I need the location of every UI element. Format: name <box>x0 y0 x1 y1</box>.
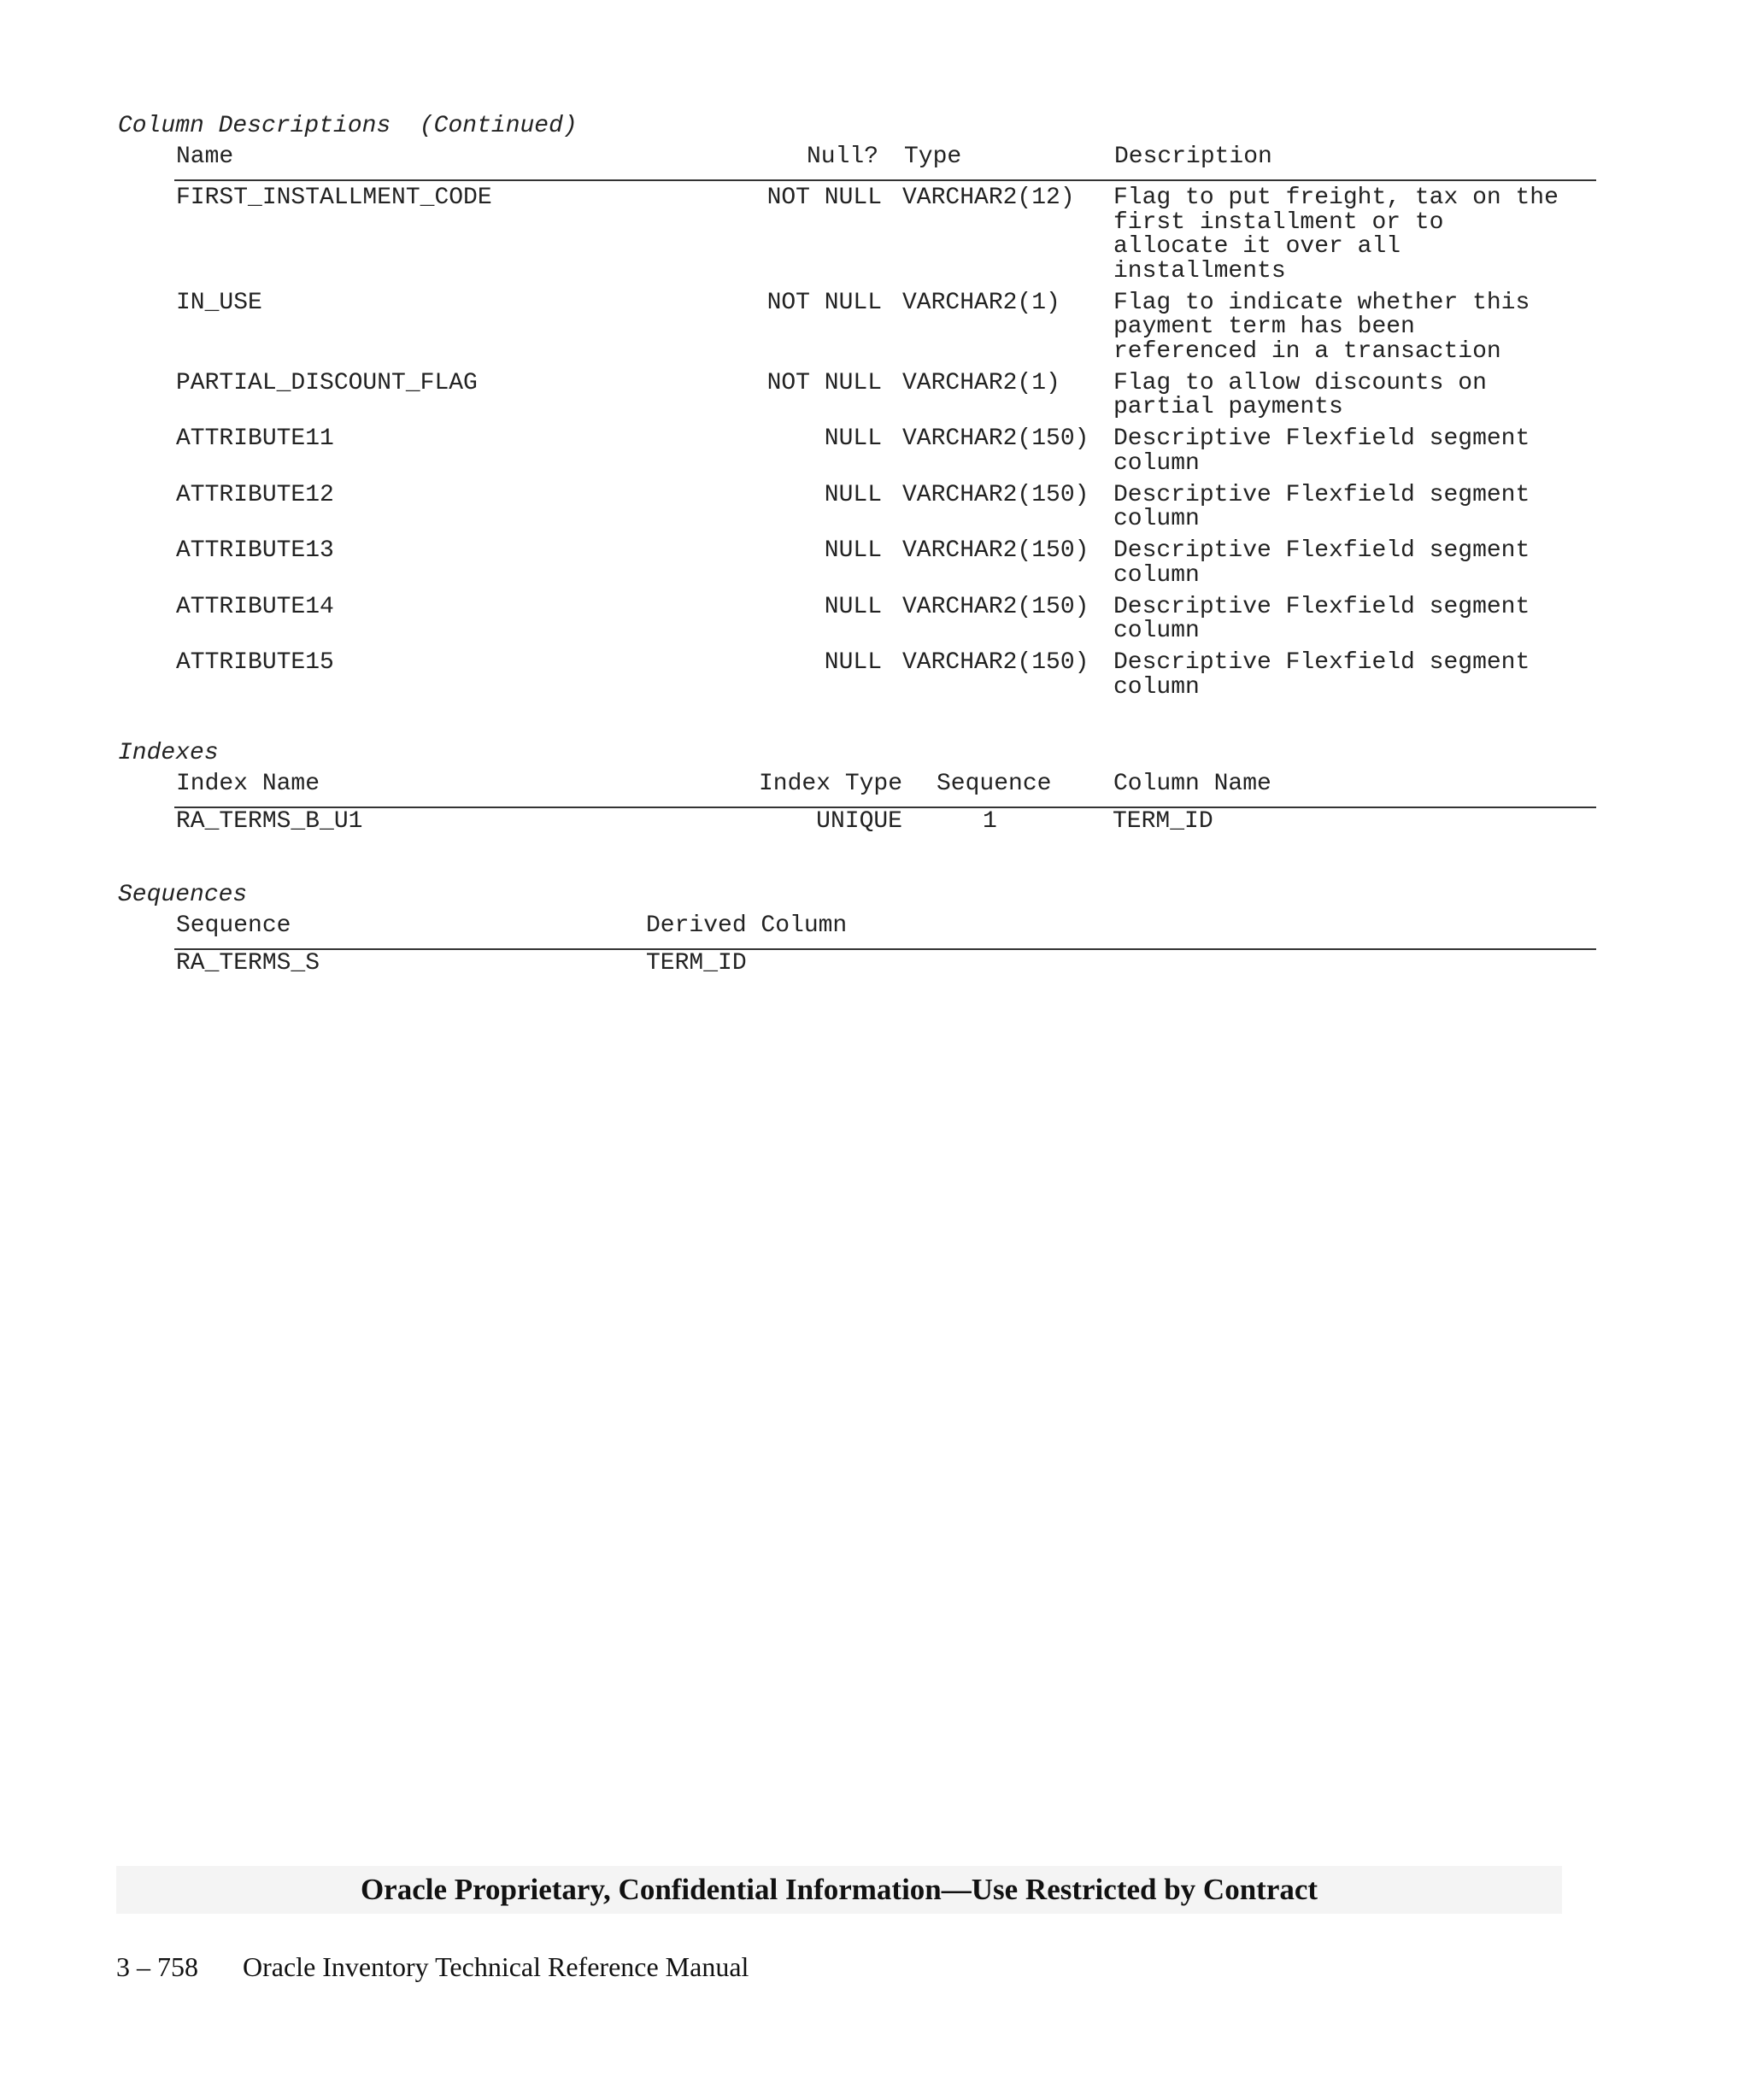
column-description <box>1113 651 1530 700</box>
description-line: column <box>1113 561 1200 589</box>
column-type: VARCHAR2(150) <box>902 649 1089 676</box>
header-name: Name <box>176 144 234 170</box>
column-null: NOT NULL <box>766 185 882 211</box>
description-line: Flag to allow discounts on <box>1113 369 1487 396</box>
description-line: referenced in a transaction <box>1113 337 1501 365</box>
column-null: NOT NULL <box>766 369 882 396</box>
description-line: payment term has been <box>1113 314 1415 340</box>
column-descriptions-title <box>118 114 578 138</box>
header-derived-column: Derived Column <box>646 912 848 939</box>
column-type: VARCHAR2(150) <box>902 481 1089 508</box>
index-sequence: 1 <box>983 808 997 835</box>
description-line: Descriptive Flexfield segment <box>1113 649 1530 676</box>
page-number: 3 – 758 <box>116 1951 198 1982</box>
column-description <box>1113 291 1530 365</box>
description-line: column <box>1113 506 1200 532</box>
table-row <box>0 952 1750 977</box>
description-line: Flag to indicate whether this <box>1113 289 1530 316</box>
sequences-header-row <box>174 914 1596 950</box>
indexes-title: Indexes <box>118 740 219 766</box>
indexes-header-row <box>174 772 1596 808</box>
column-name: IN_USE <box>176 289 262 316</box>
header-type: Type <box>904 144 962 170</box>
column-type: VARCHAR2(1) <box>902 289 1060 316</box>
column-type: VARCHAR2(150) <box>902 593 1089 620</box>
index-column-name: TERM_ID <box>1113 808 1213 835</box>
column-name: ATTRIBUTE13 <box>176 537 334 564</box>
header-sequence: Sequence <box>937 771 1052 797</box>
description-line: Descriptive Flexfield segment <box>1113 537 1530 564</box>
column-type: VARCHAR2(1) <box>902 369 1060 396</box>
description-line: column <box>1113 449 1200 477</box>
description-line: column <box>1113 673 1200 701</box>
header-column-name: Column Name <box>1113 771 1271 797</box>
column-type: VARCHAR2(150) <box>902 425 1089 452</box>
column-name: ATTRIBUTE15 <box>176 649 334 676</box>
column-null: NOT NULL <box>766 289 882 316</box>
column-null: NULL <box>824 425 882 452</box>
confidential-notice: Oracle Proprietary, Confidential Information––Use Restricted by Contract <box>116 1866 1562 1914</box>
header-description: Description <box>1114 144 1272 170</box>
section-title: Column Descriptions <box>118 113 391 139</box>
index-type: UNIQUE <box>816 808 902 835</box>
column-null: NULL <box>824 649 882 676</box>
column-description <box>1113 427 1530 476</box>
column-type: VARCHAR2(150) <box>902 537 1089 564</box>
column-description <box>1113 369 1487 420</box>
index-name: RA_TERMS_B_U1 <box>176 808 363 835</box>
table-row <box>0 810 1750 836</box>
description-line: installments <box>1113 257 1286 284</box>
description-line: allocate it over all <box>1113 233 1401 260</box>
description-line: column <box>1113 618 1200 644</box>
header-seq: Sequence <box>176 912 291 939</box>
column-null: NULL <box>824 481 882 508</box>
column-name: ATTRIBUTE11 <box>176 425 334 452</box>
column-description <box>1113 481 1530 532</box>
column-description <box>1113 539 1530 588</box>
description-line: Descriptive Flexfield segment <box>1113 593 1530 620</box>
sequences-title: Sequences <box>118 882 248 908</box>
column-name: PARTIAL_DISCOUNT_FLAG <box>176 369 478 396</box>
column-null: NULL <box>824 537 882 564</box>
manual-title: Oracle Inventory Technical Reference Manual <box>243 1951 749 1982</box>
description-line: partial payments <box>1113 394 1343 420</box>
description-line: Flag to put freight, tax on the <box>1113 185 1559 211</box>
column-description <box>1113 186 1559 284</box>
column-description <box>1113 595 1530 644</box>
derived-column: TERM_ID <box>646 950 747 977</box>
sequence-name: RA_TERMS_S <box>176 950 320 977</box>
header-null: Null? <box>807 144 879 170</box>
column-name: ATTRIBUTE12 <box>176 481 334 508</box>
description-line: Descriptive Flexfield segment <box>1113 481 1530 508</box>
description-line: first installment or to <box>1113 208 1444 236</box>
column-name: ATTRIBUTE14 <box>176 593 334 620</box>
header-index-type: Index Type <box>759 771 903 797</box>
column-null: NULL <box>824 593 882 620</box>
continued-label: (Continued) <box>419 113 578 139</box>
header-index-name: Index Name <box>176 771 320 797</box>
description-line: Descriptive Flexfield segment <box>1113 425 1530 452</box>
column-name: FIRST_INSTALLMENT_CODE <box>176 185 492 211</box>
column-header-row <box>174 145 1596 181</box>
column-type: VARCHAR2(12) <box>902 185 1075 211</box>
